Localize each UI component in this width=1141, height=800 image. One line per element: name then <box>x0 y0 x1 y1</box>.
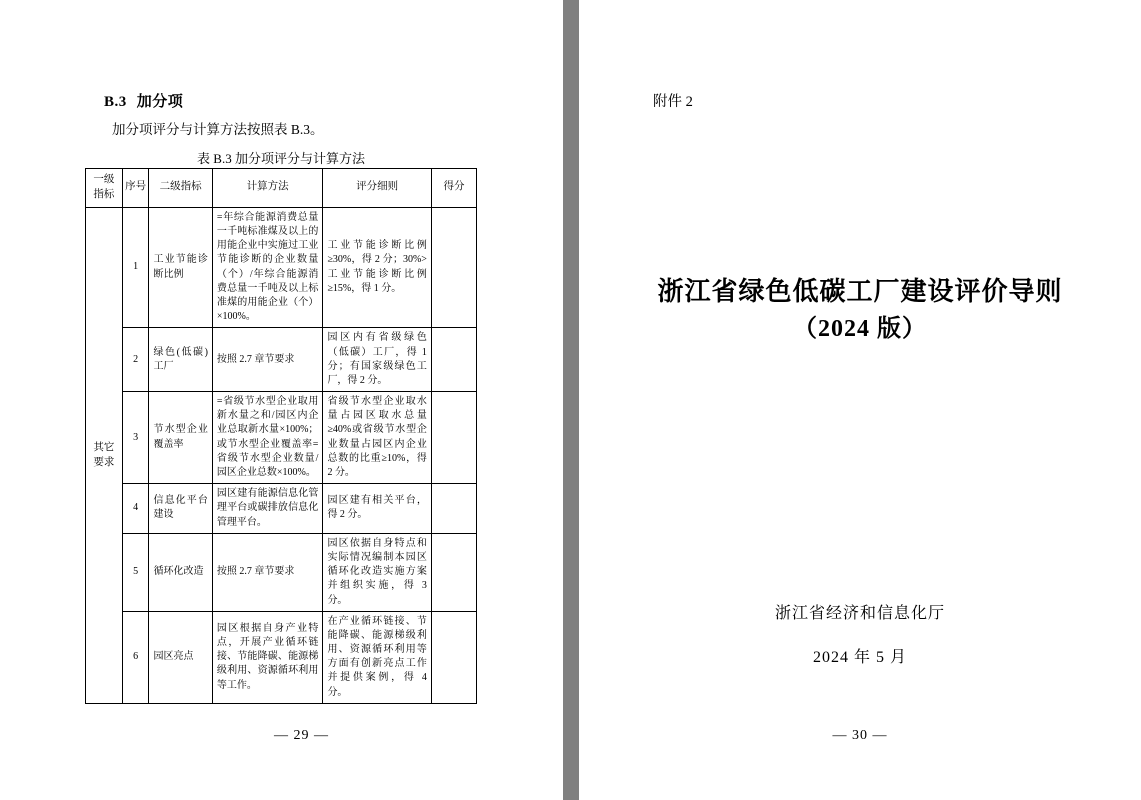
table-row <box>86 328 477 392</box>
attachment-label: 附件 2 <box>653 94 693 110</box>
section-number: B.3 <box>104 94 127 110</box>
row-indicator: 循环化改造 <box>149 533 212 611</box>
header-level2: 二级指标 <box>149 169 212 208</box>
issuer-name: 浙江省经济和信息化厅 <box>774 605 945 622</box>
header-score: 得分 <box>431 169 476 208</box>
table-header-row <box>86 169 477 208</box>
row-method: 按照 2.7 章节要求 <box>212 533 323 611</box>
page-number-left: — 29 — <box>274 728 329 743</box>
table-row <box>86 484 477 534</box>
row-seq: 6 <box>122 611 149 703</box>
group-label-cell <box>86 207 123 703</box>
row-seq: 2 <box>122 328 149 392</box>
header-seq: 序号 <box>122 169 149 208</box>
header-rule: 评分细则 <box>323 169 431 208</box>
row-score <box>431 533 476 611</box>
row-rule: 在产业循环链接、节能降碳、能源梯级利用、资源循环利用等方面有创新亮点工作并提供案例，得 4 分。 <box>323 611 431 703</box>
page-number-right: — 30 — <box>832 728 888 743</box>
header-level1-line1: 一级 <box>93 174 115 185</box>
row-seq: 1 <box>122 207 149 328</box>
row-seq: 3 <box>122 392 149 484</box>
row-rule: 省级节水型企业取水量占园区取水总量≥40%或省级节水型企业数量占园区内企业总数的比重≥10%，得 2 分。 <box>323 392 431 484</box>
row-indicator: 工业节能诊断比例 <box>149 207 212 328</box>
section-paragraph: 加分项评分与计算方法按照表 B.3。 <box>112 122 324 137</box>
document-page-right <box>579 0 1141 800</box>
group-label-line1: 其它 <box>93 441 115 453</box>
issue-date: 2024 年 5 月 <box>812 649 907 666</box>
row-score <box>431 328 476 392</box>
document-page-left <box>0 0 563 800</box>
row-score <box>431 207 476 328</box>
table-caption: 表 B.3 加分项评分与计算方法 <box>197 151 365 166</box>
row-method: 按照 2.7 章节要求 <box>212 328 323 392</box>
row-score <box>431 484 476 534</box>
document-title <box>579 272 1141 347</box>
table-row <box>86 207 477 328</box>
section-heading <box>104 90 183 111</box>
row-method: 园区建有能源信息化管理平台或碳排放信息化管理平台。 <box>212 484 323 534</box>
table-row <box>86 392 477 484</box>
row-seq: 4 <box>122 484 149 534</box>
row-rule: 园区内有省级绿色（低碳）工厂，得 1 分；有国家级绿色工厂，得 2 分。 <box>323 328 431 392</box>
bonus-score-table <box>85 168 477 704</box>
row-indicator: 节水型企业覆盖率 <box>149 392 212 484</box>
row-seq: 5 <box>122 533 149 611</box>
row-method: =年综合能源消费总量一千吨标准煤及以上的用能企业中实施过工业节能诊断的企业数量（个）/年综合能源消费总量一千吨及以上标准煤的用能企业（个）×100%。 <box>212 207 323 328</box>
row-indicator: 信息化平台建设 <box>149 484 212 534</box>
table-row <box>86 611 477 703</box>
document-title-line2: （2024 版） <box>793 316 927 342</box>
header-level1-line2: 指标 <box>93 188 115 200</box>
header-method: 计算方法 <box>212 169 323 208</box>
document-title-line1: 浙江省绿色低碳工厂建设评价导则 <box>657 277 1063 306</box>
row-score <box>431 611 476 703</box>
row-indicator: 园区亮点 <box>149 611 212 703</box>
row-method: 园区根据自身产业特点，开展产业循环链接、节能降碳、能源梯级利用、资源循环利用等工作。 <box>212 611 323 703</box>
row-method: =省级节水型企业取用新水量之和/园区内企业总取新水量×100%；或节水型企业覆盖率=省级节水型企业数量/园区企业总数×100%。 <box>212 392 323 484</box>
row-indicator: 绿色(低碳)工厂 <box>149 328 212 392</box>
group-label-line2: 要求 <box>93 457 115 469</box>
row-rule: 园区建有相关平台，得 2 分。 <box>323 484 431 534</box>
section-title: 加分项 <box>136 94 184 110</box>
row-rule: 园区依据自身特点和实际情况编制本园区循环化改造实施方案并组织实施，得 3 分。 <box>323 533 431 611</box>
header-level1 <box>86 169 123 208</box>
row-score <box>431 392 476 484</box>
table-row <box>86 533 477 611</box>
row-rule: 工业节能诊断比例≥30%，得 2 分；30%>工业节能诊断比例≥15%，得 1 分。 <box>323 207 431 328</box>
